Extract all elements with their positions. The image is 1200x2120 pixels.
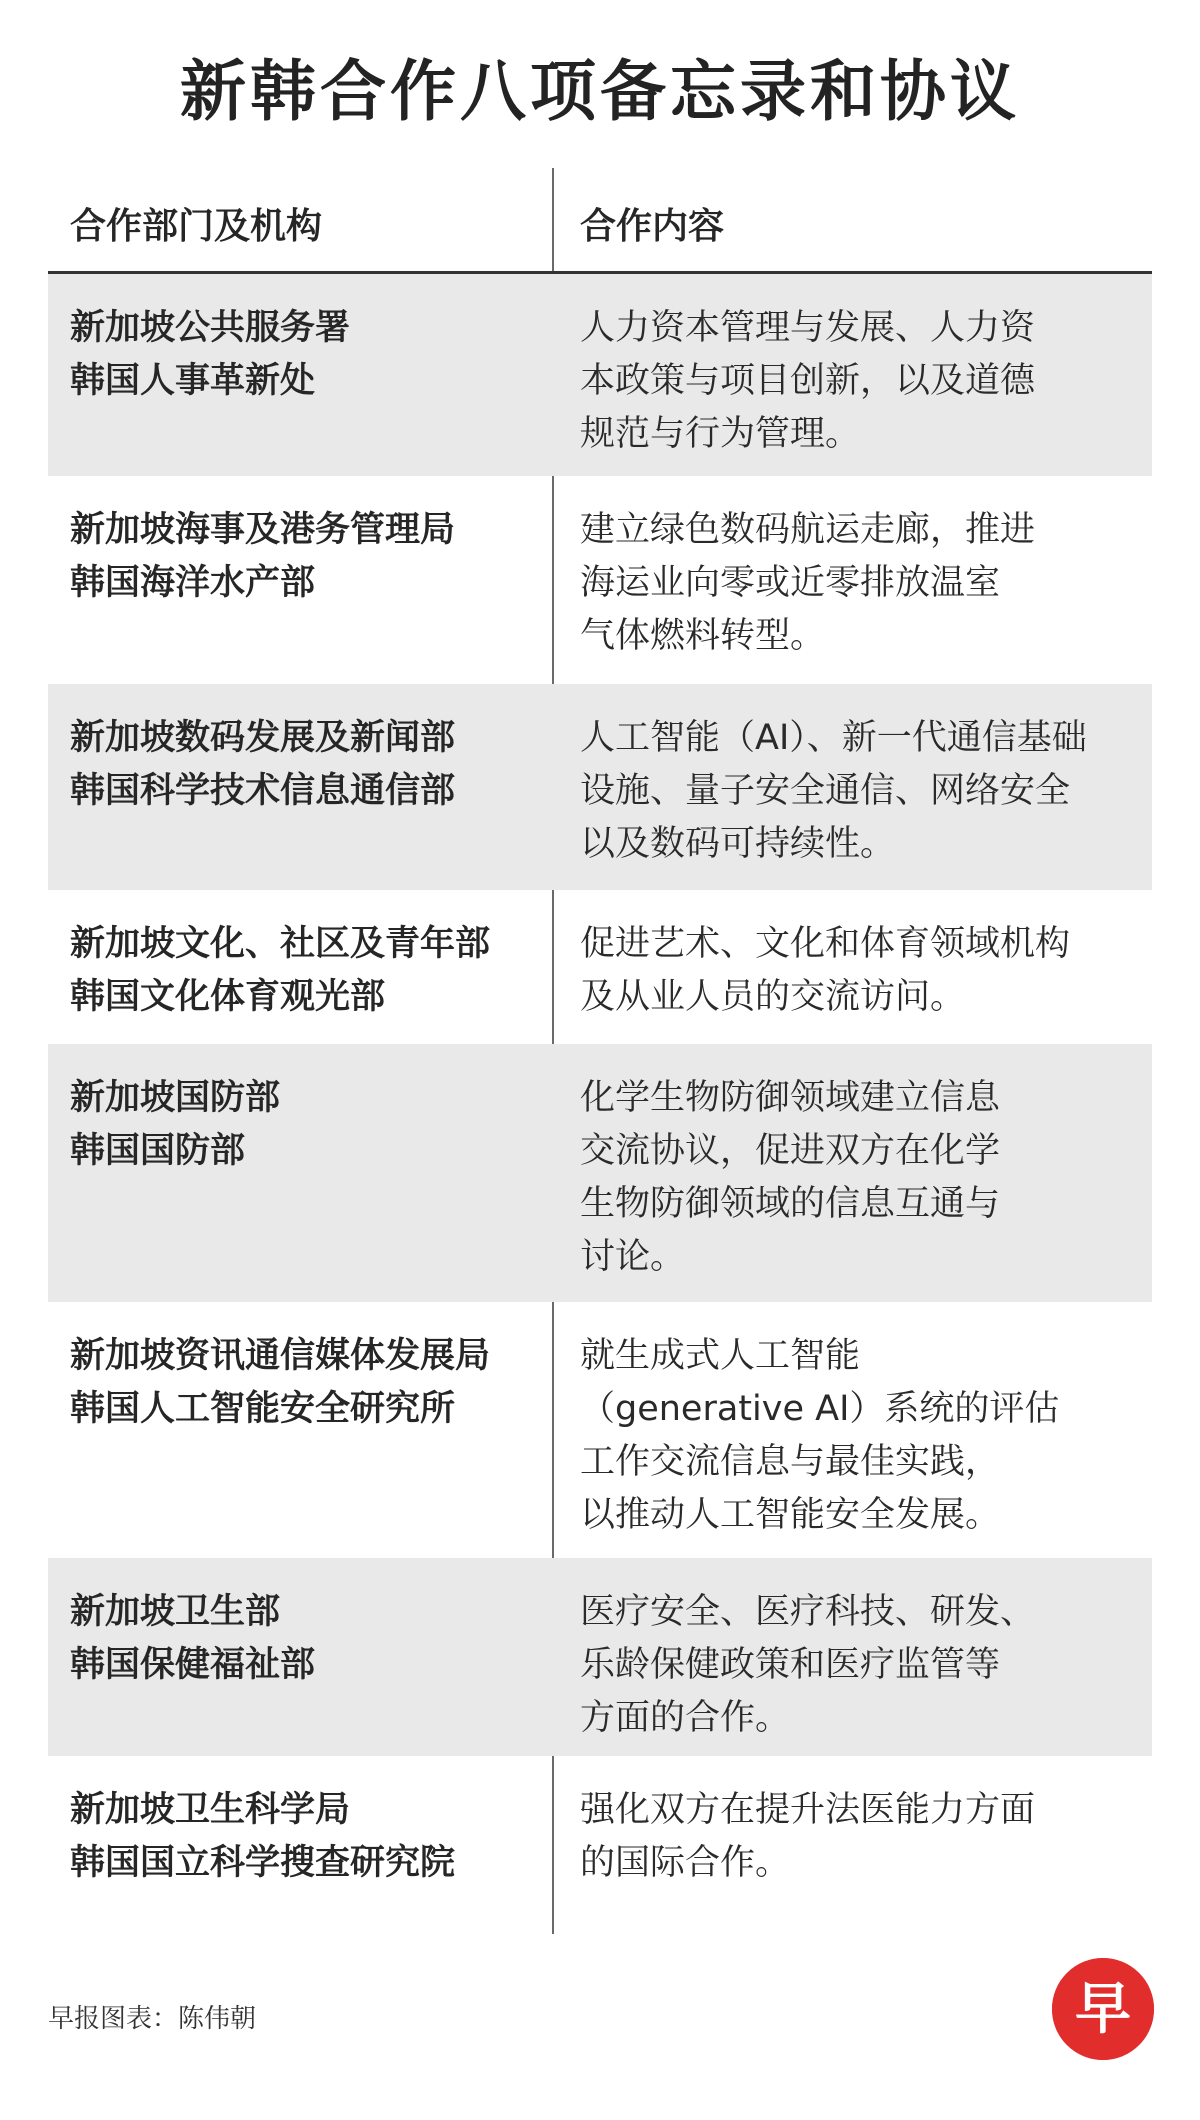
content-line: 生物防御领域的信息互通与	[580, 1184, 1001, 1224]
header-org: 合作部门及机构	[70, 206, 323, 247]
org-line: 韩国国防部	[70, 1131, 246, 1171]
table-row	[48, 1044, 1152, 1302]
org-cell	[70, 1330, 560, 1436]
content-cell	[580, 302, 1140, 461]
table-row	[48, 1756, 1152, 1934]
org-line: 新加坡国防部	[70, 1078, 281, 1118]
org-cell	[70, 1784, 560, 1890]
org-line: 韩国海洋水产部	[70, 563, 316, 603]
org-line: 新加坡海事及港务管理局	[70, 510, 456, 550]
org-cell	[70, 1586, 560, 1692]
content-line: 交流协议，促进双方在化学	[580, 1131, 1001, 1171]
org-line: 韩国保健福祉部	[70, 1645, 316, 1685]
content-line: 建立绿色数码航运走廊，推进	[580, 510, 1036, 550]
logo-char: 早	[1075, 1977, 1131, 2042]
page-title: 新韩合作八项备忘录和协议	[180, 53, 1020, 130]
org-line: 韩国国立科学搜查研究院	[70, 1843, 456, 1883]
content-line: 乐龄保健政策和医疗监管等	[580, 1645, 1001, 1685]
content-cell	[580, 712, 1140, 871]
content-line: 讨论。	[580, 1237, 686, 1277]
content-cell	[580, 504, 1140, 663]
content-line: 以推动人工智能安全发展。	[580, 1495, 1001, 1535]
org-line: 新加坡数码发展及新闻部	[70, 718, 456, 758]
content-line: 就生成式人工智能	[580, 1336, 861, 1376]
table-row	[48, 1558, 1152, 1756]
content-line: 工作交流信息与最佳实践，	[580, 1442, 1001, 1482]
credit-text: 早报图表：陈伟朝	[48, 2004, 257, 2034]
header-content: 合作内容	[580, 206, 725, 247]
content-line: 设施、量子安全通信、网络安全	[580, 771, 1071, 811]
content-line: 的国际合作。	[580, 1843, 791, 1883]
org-cell	[70, 302, 560, 408]
content-line: 化学生物防御领域建立信息	[580, 1078, 1001, 1118]
content-line: 气体燃料转型。	[580, 616, 826, 656]
content-line: 人工智能（AI）、新一代通信基础	[580, 718, 1087, 758]
zaobao-logo-icon	[1052, 1958, 1154, 2060]
content-line: 强化双方在提升法医能力方面	[580, 1790, 1036, 1830]
content-cell	[580, 918, 1140, 1024]
org-line: 新加坡卫生部	[70, 1592, 281, 1632]
table-header	[48, 168, 1152, 274]
org-line: 新加坡公共服务署	[70, 308, 351, 348]
table-row	[48, 274, 1152, 476]
content-line: 以及数码可持续性。	[580, 824, 896, 864]
table-row	[48, 684, 1152, 890]
table-row	[48, 1302, 1152, 1558]
content-cell	[580, 1784, 1140, 1890]
org-cell	[70, 712, 560, 818]
cooperation-table	[48, 168, 1152, 1934]
org-line: 新加坡卫生科学局	[70, 1790, 351, 1830]
content-line: （generative AI）系统的评估	[580, 1389, 1060, 1429]
org-line: 韩国人工智能安全研究所	[70, 1389, 456, 1429]
zaobao-logo	[1052, 1958, 1154, 2060]
org-line: 韩国人事革新处	[70, 361, 316, 401]
table-row	[48, 890, 1152, 1044]
content-line: 及从业人员的交流访问。	[580, 977, 966, 1017]
org-cell	[70, 1072, 560, 1178]
content-cell	[580, 1586, 1140, 1745]
content-line: 方面的合作。	[580, 1698, 791, 1738]
org-cell	[70, 504, 560, 610]
content-cell	[580, 1072, 1140, 1284]
content-cell	[580, 1330, 1140, 1542]
org-line: 新加坡资讯通信媒体发展局	[70, 1336, 491, 1376]
content-line: 海运业向零或近零排放温室	[580, 563, 1001, 603]
org-cell	[70, 918, 560, 1024]
content-line: 促进艺术、文化和体育领域机构	[580, 924, 1071, 964]
org-line: 新加坡文化、社区及青年部	[70, 924, 491, 964]
org-line: 韩国文化体育观光部	[70, 977, 386, 1017]
content-line: 规范与行为管理。	[580, 414, 861, 454]
table-row	[48, 476, 1152, 684]
content-line: 人力资本管理与发展、人力资	[580, 308, 1036, 348]
org-line: 韩国科学技术信息通信部	[70, 771, 456, 811]
content-line: 医疗安全、医疗科技、研发、	[580, 1592, 1036, 1632]
content-line: 本政策与项目创新，以及道德	[580, 361, 1036, 401]
